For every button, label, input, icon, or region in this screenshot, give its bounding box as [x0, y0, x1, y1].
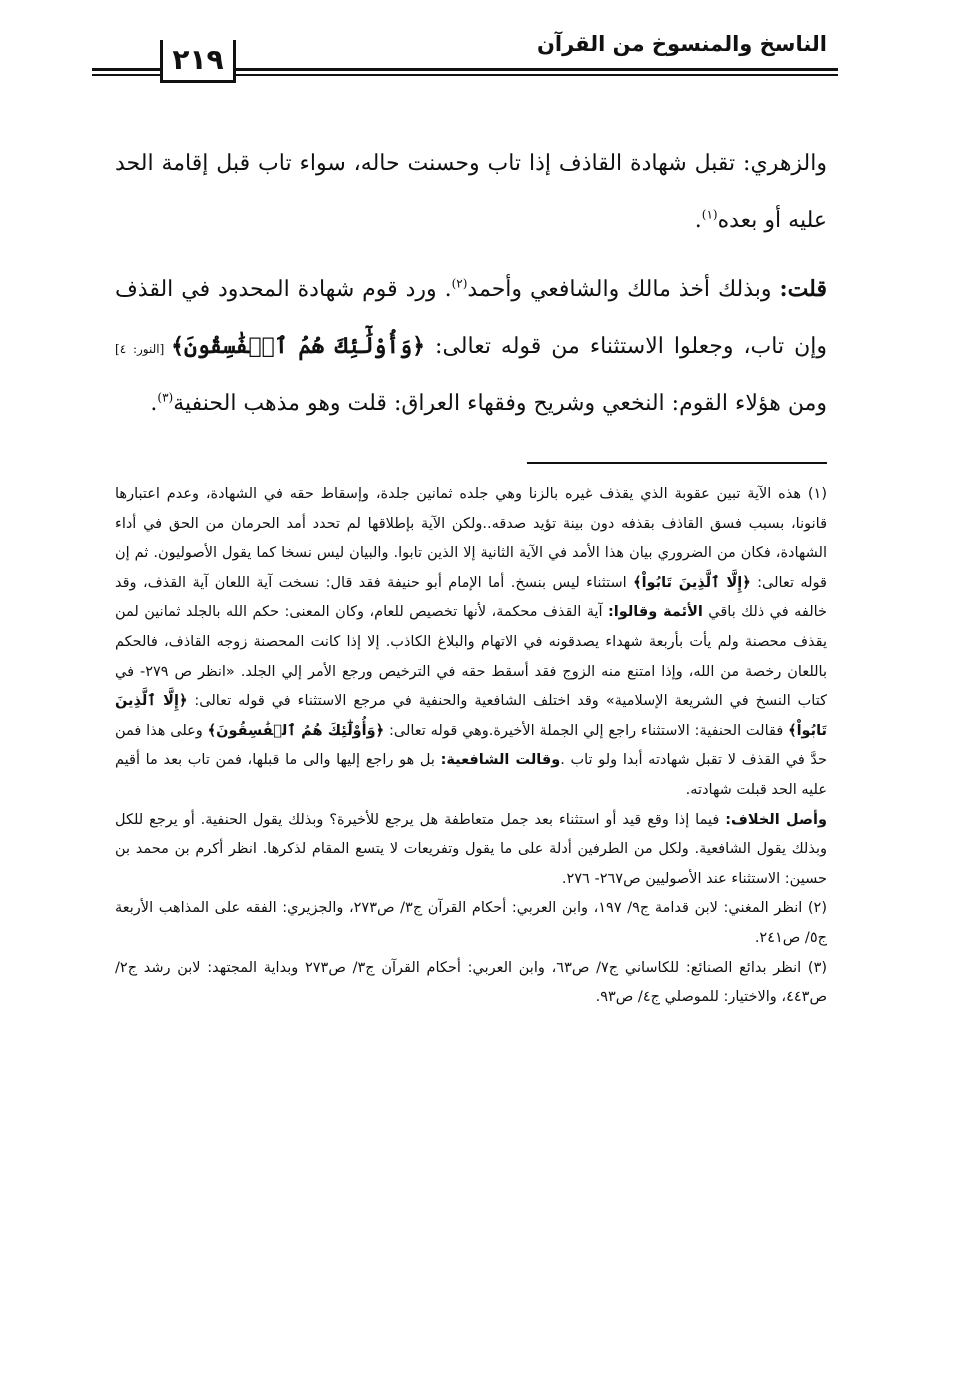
- paragraph-1: [115, 135, 827, 249]
- footnote-3: [115, 954, 827, 1013]
- paragraph-2-end: .: [150, 391, 158, 416]
- footnote-1-text-a: هذه الآية تبين عقوبة الذي يقذف غيره بالزنا وهي جلده ثمانين جلدة، وإسقاط حقه في الشهادة، وعدم اعتبارها قانونا، بسبب فسق القاذف بقذفه دون بينة تؤيد صدقه..ولكن الآية بإطلاقها لم تحدد أمد الحرمان من الحق في أداء الشهادة، فكان من الضروري بيان هذا الأمد في الآية الثانية إلا الذين تابوا. والبيان ليس نسخا كما يقول الأصوليون. ثم إن قوله تعالى:: [115, 486, 827, 591]
- paragraph-2-lead: قلت:: [779, 276, 827, 302]
- footnote-ref-2[interactable]: (٢): [451, 276, 468, 291]
- paragraph-2-text-a: وبذلك أخذ مالك والشافعي وأحمد: [467, 277, 780, 302]
- verse-reference: [النور: ٤]: [115, 342, 172, 356]
- footnote-3-text: انظر بدائع الصنائع: للكاساني ج٧/ ص٦٣، وابن العربي: أحكام القرآن ج٣/ ص٢٧٣ وبداية المجتهد: لابن رشد ج٢/ ص٤٤٣، والاختيار: للموصلي ج٤/ ص٩٣.: [115, 959, 827, 1006]
- footnote-1-number: (١): [807, 486, 827, 502]
- footnote-1-text-f: بل هو راجع إليها والى ما قبلها، فمن تاب بعد ما أقيم عليه الحد قبلت شهادته.: [115, 752, 827, 798]
- paragraph-2-text-c: ومن هؤلاء القوم: النخعي وشريح وفقهاء العراق: قلت وهو مذهب الحنفية: [173, 391, 827, 416]
- page-number: ٢١٩: [160, 40, 236, 83]
- paragraph-2-text-b: . ورد قوم شهادة المحدود في القذف وإن تاب، وجعلوا الاستثناء من قوله تعالى:: [115, 277, 827, 359]
- footnote-2-number: (٢): [807, 900, 827, 917]
- footnote-1-verse-1: ﴿إِلَّا ٱلَّذِينَ تَابُواْ﴾: [633, 574, 751, 591]
- footnote-3-number: (٣): [807, 959, 828, 976]
- footnote-2-text: انظر المغني: لابن قدامة ج٩/ ١٩٧، وابن العربي: أحكام القرآن ج٣/ ص٢٧٣، والجزيري: الفقه على المذاهب الأربعة ج٥/ ص٢٤١.: [115, 900, 827, 946]
- footnote-1-text-e: وعلى هذا فمن حدَّ في القذف لا تقبل شهادته أبدا ولو تاب .: [115, 722, 827, 769]
- footnote-1b-bold: وأصل الخلاف:: [725, 811, 827, 828]
- paragraph-1-text: والزهري: تقبل شهادة القاذف إذا تاب وحسنت حاله، سواء تاب قبل إقامة الحد عليه أو بعده: [115, 151, 827, 233]
- footnote-1-text-d: فقالت الحنفية: الاستثناء راجع إلي الجملة الأخيرة.وهي قوله تعالى:: [384, 722, 789, 739]
- footnote-ref-3[interactable]: (٣): [157, 390, 174, 405]
- running-title: الناسخ والمنسوخ من القرآن: [536, 32, 827, 56]
- footnote-1-text-b: استثناء ليس بنسخ. أما الإمام أبو حنيفة فقد قال: نسخت آية اللعان آية القذف، وقد خالفه في ذلك باقي: [115, 574, 827, 621]
- footnote-1-continuation: [115, 806, 827, 895]
- footnote-1-verse-2: ﴿إِلَّا ٱلَّذِينَ تَابُواْ﴾: [115, 693, 827, 739]
- footnote-ref-1[interactable]: (١): [701, 207, 718, 222]
- footnote-separator: [527, 462, 827, 464]
- footnote-1-bold-1: الأئمة وقالوا:: [608, 604, 703, 621]
- quran-verse: ﴿وَأُوْلَٰٓئِكَ هُمُ ٱلۡفَٰسِقُونَ﴾: [171, 333, 426, 359]
- paragraph-1-end: .: [694, 208, 702, 233]
- paragraph-2: [115, 261, 827, 432]
- footnote-1-verse-3: ﴿وَأُوْلَٰٓئِكَ هُمُ ٱلۡفَٰسِقُونَ﴾: [207, 722, 385, 739]
- footnote-1: [115, 480, 827, 806]
- footnotes: [115, 480, 827, 1013]
- footnote-1-text-c: آية القذف محكمة، لأنها تخصيص للعام، وكان المعنى: حكم الله بالجلد ثمانين لمن يقذف محصنة ولم يأت بأربعة شهداء يصدقونه في الاتهام والبلاغ الكاذب. إلا إذا كانت المحصنة زوجه القاذف، فالحكم باللعان رخصة من الله، وإذا امتنع منه الزوج فقد أسقط حقه في الترخيص ورجع الأمر إلي الجلد. «انظر ص ٢٧٩- في كتاب النسخ في الشريعة الإسلامية» وقد اختلف الشافعية والحنفية في مرجع الاستثناء في قوله تعالى:: [115, 604, 828, 710]
- footnote-1b-text: فيما إذا وقع قيد أو استثناء بعد جمل متعاطفة هل يرجع للأخيرة؟ وبذلك يقول الحنفية. أو يرجع للكل وبذلك يقول الشافعية. ولكل من الطرفين أدلة على ما يقول وتفريعات لا يتسع المقام لذكرها. انظر أكرم بن محمد بن حسين: الاستثناء عند الأصوليين ص٢٦٧- ٢٧٦.: [115, 811, 827, 887]
- main-text: [115, 135, 827, 432]
- footnote-2: [115, 894, 827, 953]
- footnote-1-bold-2: وقالت الشافعية:: [440, 752, 561, 769]
